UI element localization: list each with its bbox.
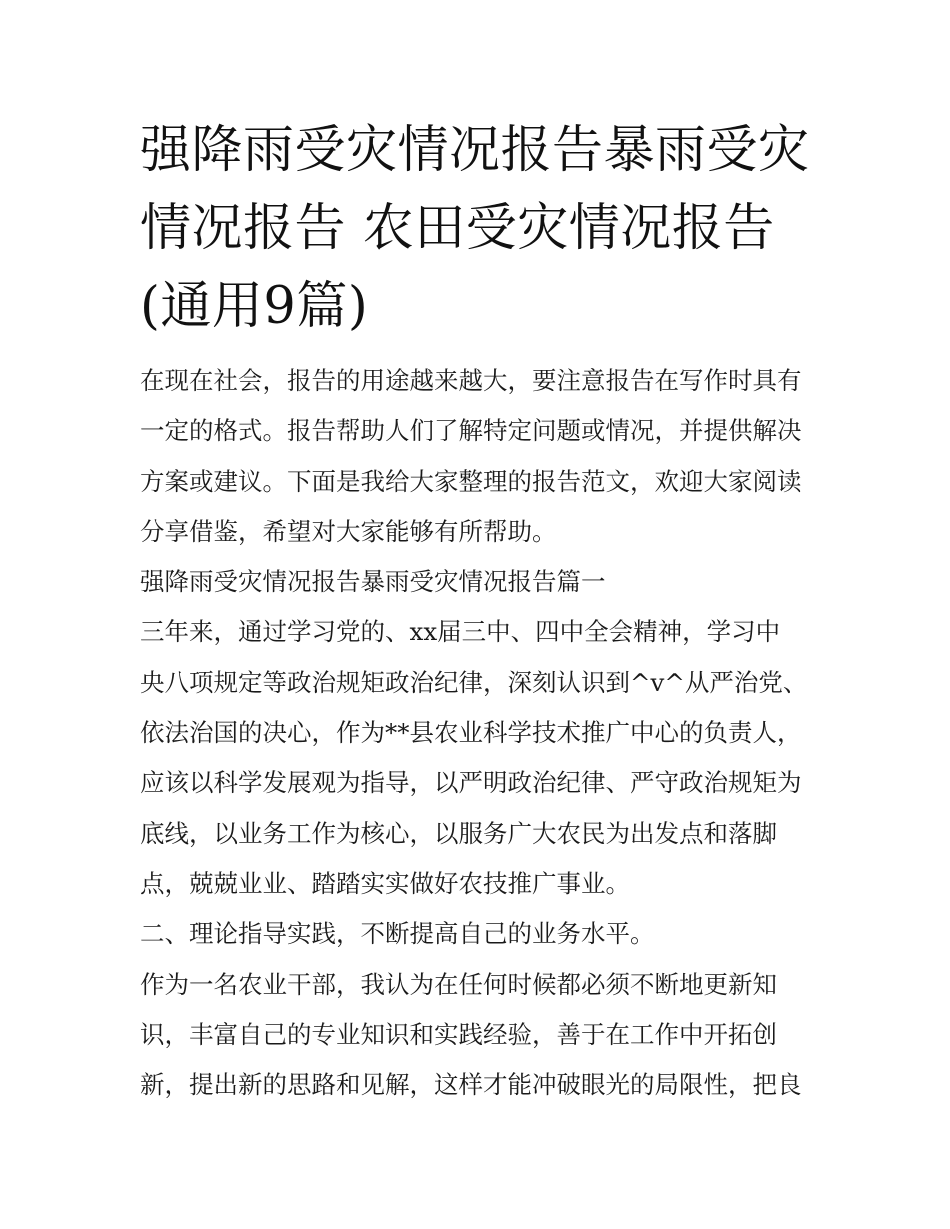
body-paragraph-line: 底线，以业务工作为核心，以服务广大农民为出发点和落脚 [140, 818, 777, 848]
document-body [140, 356, 812, 1110]
body-paragraph-line: 央八项规定等政治规矩政治纪律，深刻认识到^v^从严治党、 [140, 667, 808, 697]
body-paragraph-line: 识，丰富自己的专业知识和实践经验，善于在工作中开拓创 [140, 1019, 777, 1049]
document-title [140, 112, 812, 346]
title-line: (通用9篇) [140, 277, 369, 336]
body-paragraph-line: 作为一名农业干部，我认为在任何时候都必须不断地更新知 [140, 969, 777, 999]
title-line: 情况报告 农田受灾情况报告 [140, 199, 775, 258]
intro-paragraph-line: 在现在社会，报告的用途越来越大，要注意报告在写作时具有 [140, 366, 802, 395]
intro-paragraph-line: 分享借鉴，希望对大家能够有所帮助。 [140, 516, 557, 546]
intro-paragraph-line: 方案或建议。下面是我给大家整理的报告范文，欢迎大家阅读 [140, 466, 802, 496]
body-paragraph-line: 应该以科学发展观为指导，以严明政治纪律、严守政治规矩为 [140, 768, 802, 798]
body-paragraph-line: 新，提出新的思路和见解，这样才能冲破眼光的局限性，把良 [140, 1070, 802, 1100]
body-paragraph-line: 三年来，通过学习党的、xx届三中、四中全会精神，学习中 [140, 617, 781, 647]
subsection-heading: 二、理论指导实践，不断提高自己的业务水平。 [140, 919, 655, 949]
body-paragraph-line: 依法治国的决心，作为**县农业科学技术推广中心的负责人， [140, 718, 802, 748]
document-page [140, 112, 812, 1110]
title-line: 强降雨受灾情况报告暴雨受灾 [140, 121, 810, 180]
body-paragraph-line: 点，兢兢业业、踏踏实实做好农技推广事业。 [140, 868, 630, 898]
section-heading: 强降雨受灾情况报告暴雨受灾情况报告篇一 [140, 567, 606, 597]
intro-paragraph-line: 一定的格式。报告帮助人们了解特定问题或情况，并提供解决 [140, 416, 802, 446]
